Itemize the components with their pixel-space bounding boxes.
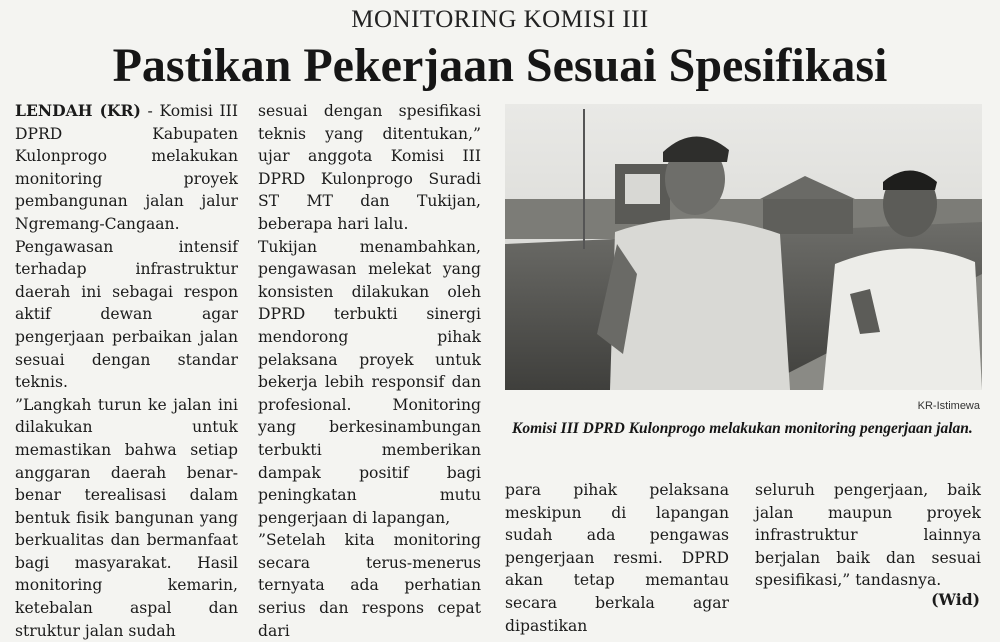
photo-illustration: [505, 104, 982, 390]
text-column-4: [755, 479, 981, 592]
author-signature: (Wid): [931, 590, 980, 609]
paragraph: Pengawasan intensif terhadap infrastruktur daerah ini sebagai respon aktif dewan agar pengerjaan perbaikan jalan sesuai dengan standar teknis.: [15, 237, 238, 392]
article-headline: Pastikan Pekerjaan Sesuai Spesifikasi: [112, 39, 888, 92]
lead-text: - Komisi III DPRD Kabupaten Kulonprogo melakukan monitoring proyek pembangunan jalan jalur Ngremang-Cangaan.: [15, 102, 238, 233]
text-column-2: [258, 100, 481, 642]
photo-caption: Komisi III DPRD Kulonprogo melakukan monitoring pengerjaan jalan.: [512, 420, 973, 437]
lead-paragraph: [15, 100, 238, 236]
photo-credit: KR-Istimewa: [917, 400, 980, 412]
article-kicker: MONITORING KOMISI III: [351, 6, 649, 33]
dateline: LENDAH (KR): [15, 101, 141, 120]
paragraph: Tukijan menambahkan, pengawasan melekat yang konsisten dilakukan oleh DPRD terbukti sinergi mendorong pihak pelaksana proyek untuk bekerja lebih responsif dan profesional. Monitoring yang berkesinambungan terbukti memberikan dampak positif bagi peningkatan mutu pengerjaan di lapangan,: [258, 237, 481, 527]
paragraph: ”Langkah turun ke jalan ini dilakukan untuk memastikan bahwa setiap anggaran daerah benar-benar terealisasi dalam bentuk fisik bangunan yang berkualitas dan bermanfaat bagi masyarakat. Hasil monitoring kemarin, ketebalan aspal dan struktur jalan sudah: [15, 395, 238, 640]
text-column-1: [15, 100, 238, 642]
paragraph: ”Setelah kita monitoring secara terus-menerus ternyata ada perhatian serius dan respons cepat dari: [258, 531, 481, 640]
paragraph: para pihak pelaksana meskipun di lapangan sudah ada pengawas pengerjaan resmi. DPRD akan tetap memantau secara berkala agar dipastikan: [505, 481, 729, 635]
news-photo: [505, 104, 982, 390]
text-column-3: [505, 479, 729, 637]
paragraph: sesuai dengan spesifikasi teknis yang ditentukan,” ujar anggota Komisi III DPRD Kulonprogo Suradi ST MT dan Tukijan, beberapa hari lalu.: [258, 102, 481, 233]
paragraph: seluruh pengerjaan, baik jalan maupun proyek infrastruktur lainnya berjalan baik dan sesuai spesifikasi,” tandasnya.: [755, 481, 981, 590]
